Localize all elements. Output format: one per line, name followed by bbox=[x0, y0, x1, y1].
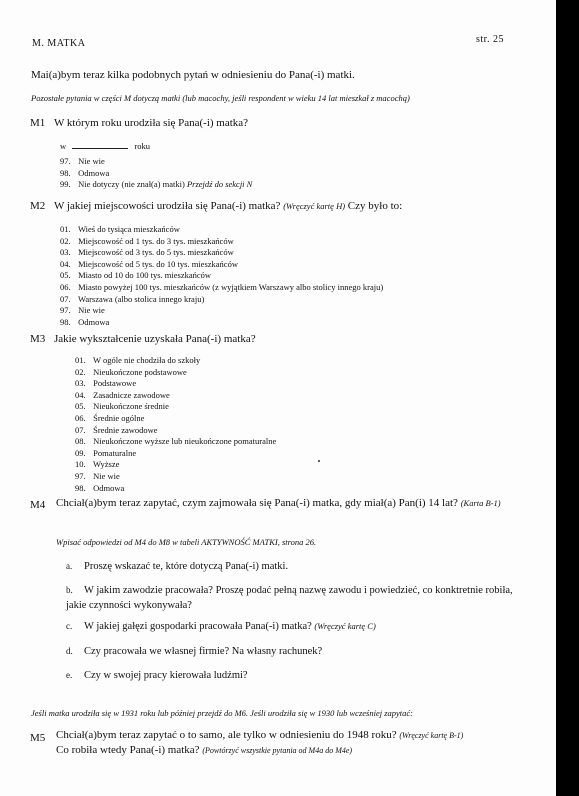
question-text: W jakiej miejscowości urodziła się Pana(-i) matka? bbox=[54, 200, 281, 212]
m1-options bbox=[60, 156, 252, 191]
list-item[interactable]: 99. Nie dotyczy (nie znał(a) matki) Przejdź do sekcji N bbox=[60, 179, 253, 190]
question-m4-number: M4 bbox=[30, 499, 46, 511]
list-item[interactable]: 97. Nie wie bbox=[60, 305, 105, 316]
card-instruction: (Wręczyć kartę B-1) bbox=[399, 731, 464, 740]
sub-question-e: e. Czy w swojej pracy kierowała ludźmi? bbox=[66, 670, 248, 681]
list-item[interactable]: 98. Odmowa bbox=[60, 316, 110, 327]
question-number: M2 bbox=[30, 200, 46, 212]
sub-question-b: b. W jakim zawodzie pracowała? Proszę podać pełną nazwę zawodu i powiedzieć, co konktretnie robiła, jakie czynności wykonywała? bbox=[66, 585, 513, 611]
question-m1 bbox=[30, 117, 248, 129]
list-item[interactable]: 07. Warszawa (albo stolica innego kraju) bbox=[60, 293, 205, 304]
list-item[interactable]: 97. Nie wie bbox=[75, 470, 120, 481]
list-item[interactable]: 02. Miejscowość od 1 tys. do 3 tys. mieszkańców bbox=[60, 235, 234, 246]
question-text: Jakie wykształcenie uzyskała Pana(-i) matka? bbox=[54, 333, 256, 345]
question-number: M3 bbox=[30, 333, 46, 345]
section-header: M. MATKA bbox=[32, 38, 86, 49]
intro-text: Mai(a)bym teraz kilka podobnych pytań w odniesieniu do Pana(-i) matki. bbox=[31, 69, 355, 81]
list-item[interactable]: 01. Wieś do tysiąca mieszkańców bbox=[60, 224, 180, 234]
skip-note: Jeśli matka urodziła się w 1931 roku lub później przejdź do M6. Jeśli urodziła się w 1930 lub wcześniej zapytać: bbox=[31, 708, 413, 718]
list-item[interactable]: 97. Nie wie bbox=[60, 156, 105, 166]
sub-question-d: d. Czy pracowała we własnej firmie? Na własny rachunek? bbox=[66, 646, 323, 657]
year-answer-field[interactable] bbox=[60, 141, 150, 151]
question-m3 bbox=[30, 333, 256, 345]
answer-prefix: w bbox=[60, 141, 67, 151]
list-item[interactable]: 04. Zasadnicze zawodowe bbox=[75, 389, 170, 400]
skip-instruction: Przejdź do sekcji N bbox=[186, 179, 253, 190]
list-item[interactable]: 07. Średnie zawodowe bbox=[75, 424, 158, 435]
question-number: M1 bbox=[30, 117, 46, 129]
question-m4 bbox=[56, 496, 518, 511]
question-m5-line2: Co robiła wtedy Pana(-i) matka? (Powtórzyć wszystkie pytania od M4a do M4e) bbox=[56, 744, 353, 756]
m2-options bbox=[60, 224, 383, 328]
repeat-instruction: (Powtórzyć wszystkie pytania od M4a do M4e) bbox=[202, 746, 353, 755]
list-item[interactable]: 03. Podstawowe bbox=[75, 378, 137, 389]
list-item[interactable]: 04. Miejscowość od 5 tys. do 10 tys. mieszkańców bbox=[60, 258, 238, 269]
sub-question-c: c. W jakiej gałęzi gospodarki pracowała Pana(-i) matka? (Wręczyć kartę C) bbox=[66, 621, 376, 632]
question-text: W którym roku urodziła się Pana(-i) matka? bbox=[54, 117, 249, 129]
intro-note: Pozostałe pytania w części M dotyczą matki (lub macochy, jeśli respondent w wieku 14 lat mieszkał z macochą) bbox=[31, 93, 410, 103]
list-item[interactable]: 09. Pomaturalne bbox=[75, 447, 137, 458]
question-m2 bbox=[30, 200, 402, 212]
list-item[interactable]: 03. Miejscowość od 3 tys. do 5 tys. mieszkańców bbox=[60, 247, 234, 258]
question-text: Chciał(a)bym teraz zapytać, czym zajmowała się Pana(-i) matka, gdy miał(a) Pan(i) 14 lat? bbox=[56, 497, 458, 509]
list-item[interactable]: 01. W ogóle nie chodziła do szkoły bbox=[75, 355, 201, 365]
list-item[interactable]: 06. Średnie ogólne bbox=[75, 412, 145, 423]
card-instruction: (Wręczyć kartę C) bbox=[314, 621, 376, 631]
list-item[interactable]: 98. Odmowa bbox=[60, 167, 110, 178]
question-m5-line1: Chciał(a)bym teraz zapytać o to samo, ale tylko w odniesieniu do 1948 roku? (Wręczyć kartę B-1) bbox=[56, 729, 464, 741]
table-instruction: Wpisać odpowiedzi od M4 do M8 w tabeli AKTYWNOŚĆ MATKI, strona 26. bbox=[56, 537, 317, 547]
m3-options bbox=[75, 355, 276, 494]
list-item[interactable]: 98. Odmowa bbox=[75, 482, 125, 493]
question-m5-number: M5 bbox=[30, 732, 46, 744]
card-instruction: (Karta B-1) bbox=[460, 498, 501, 508]
list-item[interactable]: 08. Nieukończone wyższe lub nieukończone pomaturalne bbox=[75, 436, 277, 447]
page-number: str. 25 bbox=[476, 34, 504, 45]
list-item[interactable]: 05. Miasto od 10 do 100 tys. mieszkańców bbox=[60, 270, 212, 281]
year-blank[interactable] bbox=[72, 148, 128, 149]
speck bbox=[318, 460, 320, 462]
sub-question-a: a. Proszę wskazać te, które dotyczą Pana(-i) matki. bbox=[66, 561, 289, 572]
question-text-2: Czy było to: bbox=[347, 200, 403, 212]
list-item[interactable]: 10. Wyższe bbox=[75, 459, 120, 470]
list-item[interactable]: 06. Miasto powyżej 100 tys. mieszkańców (z wyjątkiem Warszawy albo stolicy innego kraju) bbox=[60, 281, 384, 292]
card-instruction: (Wręczyć kartę H) bbox=[283, 201, 346, 211]
answer-suffix: roku bbox=[134, 141, 150, 151]
list-item[interactable]: 05. Nieukończone średnie bbox=[75, 401, 169, 412]
list-item[interactable]: 02. Nieukończone podstawowe bbox=[75, 366, 187, 377]
